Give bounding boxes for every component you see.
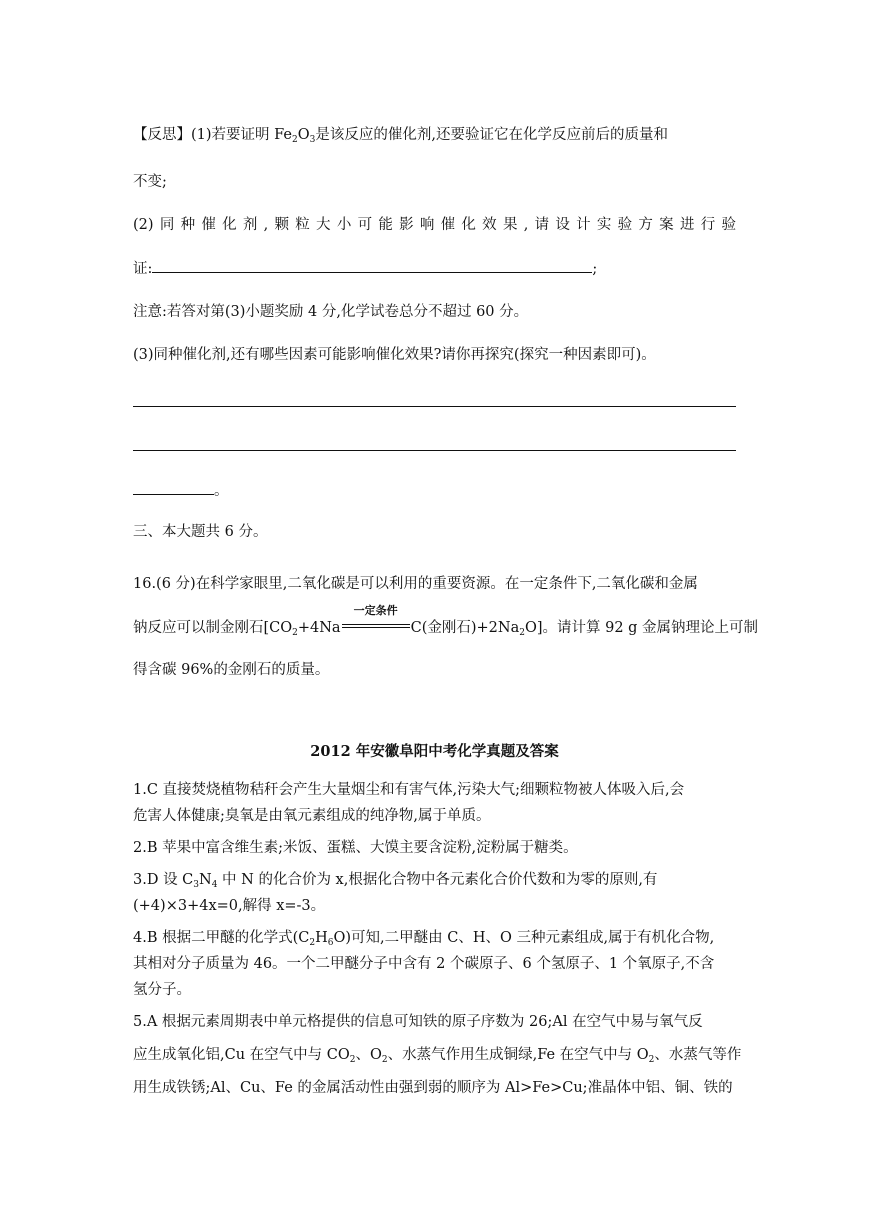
answer-5-line3: 用生成铁锈;Al、Cu、Fe 的金属活动性由强到弱的顺序为 Al>Fe>Cu;准晶体中铝、铜、铁的	[133, 1080, 733, 1096]
q16-line3: 得含碳 96%的金刚石的质量。	[133, 662, 330, 678]
answer-4-line1: 4.B 根据二甲醚的化学式$(C_2H_6O)$可知,二甲醚由 C、H、O 三种元素组成,属于有机化合物,	[133, 930, 715, 948]
reaction-condition-label: 一定条件	[353, 604, 398, 617]
reflection-q2-line2: 证: ;	[133, 258, 597, 279]
answer-3-line1: 3.D 设 $C_3N_4$ 中 N 的化合价为 x,根据化合物中各元素化合价代数和为零的原则,有	[133, 872, 658, 890]
answer-blank-short[interactable]	[133, 480, 214, 495]
answer-3-line2: (+4)×3+4x=0,解得 x=-3。	[133, 898, 326, 914]
answer-5-line2: 应生成氧化铝,Cu 在空气中与 $CO_2$、$O_2$、水蒸气作用生成铜绿,Fe 在空气中与 $O_2$、水蒸气等作	[133, 1047, 742, 1065]
answer-blank[interactable]	[152, 258, 592, 273]
answer-line-1[interactable]	[133, 406, 736, 407]
reaction-condition-arrow	[342, 604, 410, 634]
reflection-q1-line1: 【反思】(1)若要证明 $Fe_2O_3$是该反应的催化剂,还要验证它在化学反应前后的质量和	[133, 127, 668, 145]
answer-line-3: 。	[133, 480, 229, 501]
answers-title: 2012 年安徽阜阳中考化学真题及答案	[310, 743, 559, 760]
answer-4-line2: 其相对分子质量为 46。一个二甲醚分子中含有 2 个碳原子、6 个氢原子、1 个氧原子,不含	[133, 956, 715, 972]
q16-line1: 16.(6 分)在科学家眼里,二氧化碳是可以利用的重要资源。在一定条件下,二氧化碳和金属	[133, 576, 698, 592]
answer-line-2[interactable]	[133, 450, 736, 451]
bonus-note: 注意:若答对第(3)小题奖励 4 分,化学试卷总分不超过 60 分。	[133, 304, 529, 320]
reflection-q1-line2: 不变;	[133, 174, 167, 190]
reflection-label: 【反思】	[133, 127, 191, 143]
section-3-heading: 三、本大题共 6 分。	[133, 524, 268, 540]
q16-line2: 钠反应可以制金刚石[$CO_2+4Na$ 一定条件 C(金刚石)$+2Na_2O$]。请计算 92 g 金属钠理论上可制	[133, 604, 759, 638]
answer-1-line2: 危害人体健康;臭氧是由氧元素组成的纯净物,属于单质。	[133, 808, 491, 824]
reflection-q2-line1: (2) 同 种 催 化 剂 , 颗 粒 大 小 可 能 影 响 催 化 效 果 , 请 设 计 实 验 方 案 进 行 验	[133, 217, 736, 233]
reflection-q3: (3)同种催化剂,还有哪些因素可能影响催化效果?请你再探究(探究一种因素即可)。	[133, 347, 656, 363]
answer-2: 2.B 苹果中富含维生素;米饭、蛋糕、大馍主要含淀粉,淀粉属于糖类。	[133, 840, 578, 856]
answer-4-line3: 氢分子。	[133, 982, 191, 998]
answer-1-line1: 1.C 直接焚烧植物秸秆会产生大量烟尘和有害气体,污染大气;细颗粒物被人体吸入后,会	[133, 782, 685, 798]
answer-5-line1: 5.A 根据元素周期表中单元格提供的信息可知铁的原子序数为 26;Al 在空气中易与氧气反	[133, 1014, 703, 1030]
